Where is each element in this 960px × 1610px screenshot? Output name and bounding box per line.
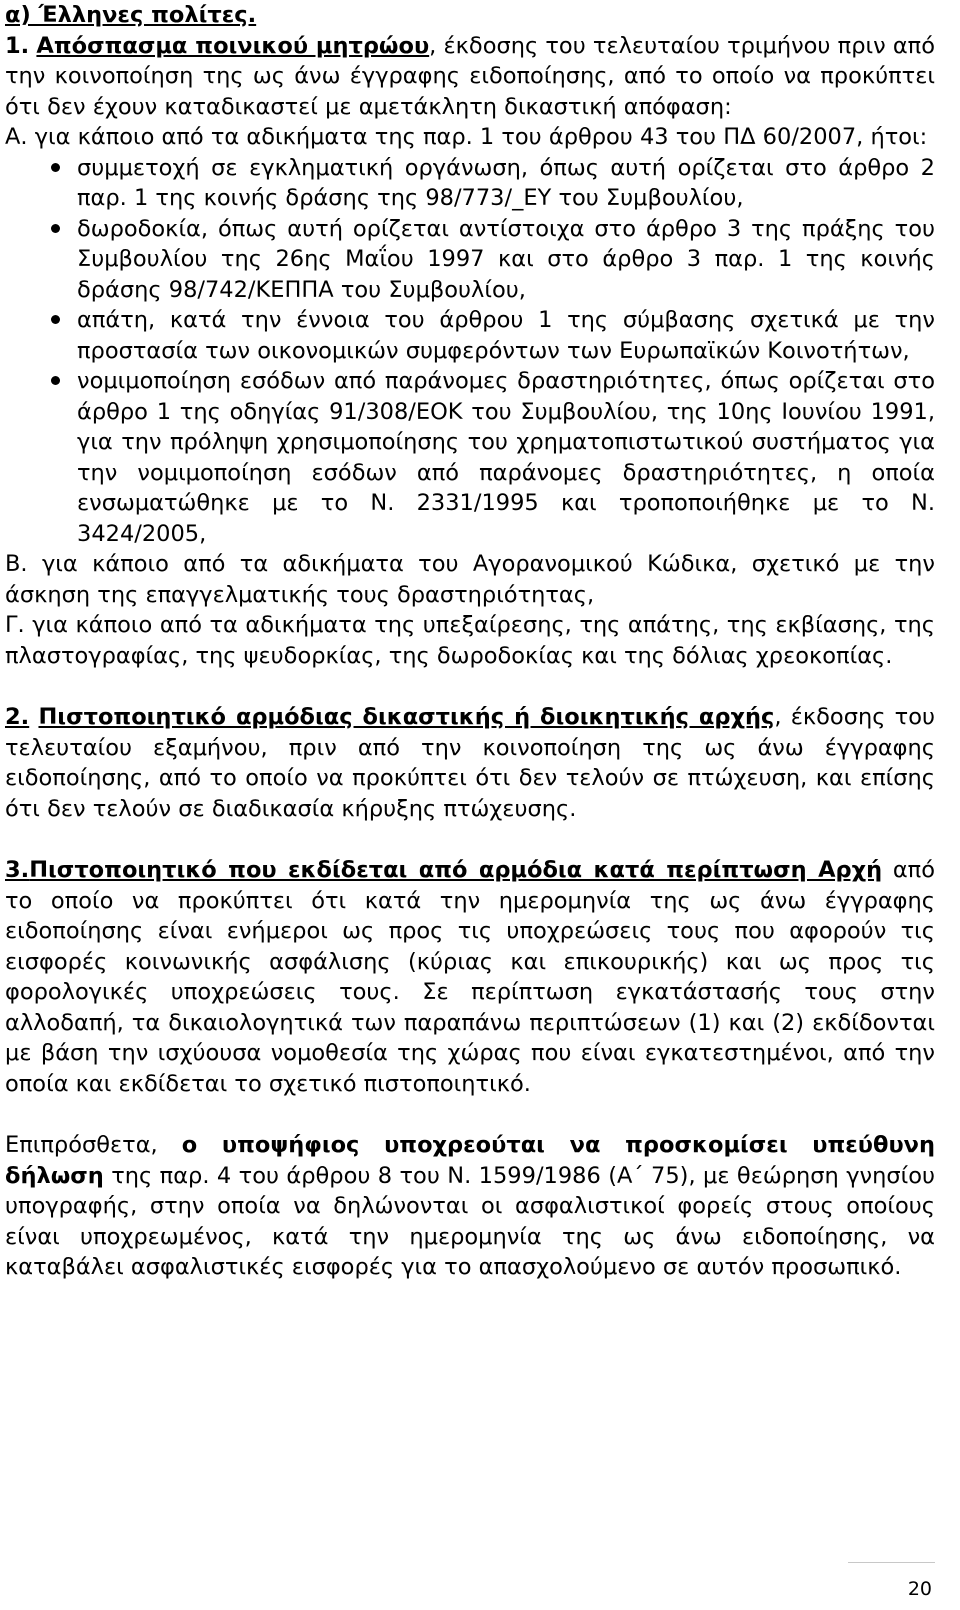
section-title: α) Έλληνες πολίτες.	[5, 2, 257, 28]
item-1-title: Απόσπασμα ποινικού μητρώου	[36, 32, 430, 59]
list-item: νομιμοποίηση εσόδων από παράνομες δραστηριότητες, όπως ορίζεται στο άρθρο 1 της οδηγίας 91/308/ΕΟΚ του Συμβουλίου, της 10ης Ιουνίου 1991, για την πρόληψη χρησιμοποίησης του χρηματοπιστωτικού συστήματος για την νομιμοποίηση εσόδων από παράνομες δραστηριότητες, η οποία ενσωματώθηκε με το Ν. 2331/1995 και τροποποιήθηκε με το Ν. 3424/2005,	[5, 366, 935, 549]
document-page	[5, 0, 935, 1283]
spacer	[5, 1099, 935, 1130]
page-number: 20	[907, 1578, 932, 1600]
spacer	[5, 671, 935, 702]
list-item: δωροδοκία, όπως αυτή ορίζεται αντίστοιχα στο άρθρο 3 της πράξης του Συμβουλίου της 26ης Μαΐου 1997 και στο άρθρο 3 παρ. 1 της κοινής δράσης 98/742/ΚΕΠΠΑ του Συμβουλίου,	[5, 214, 935, 306]
item-1	[5, 31, 935, 123]
item-2-number: 2.	[5, 704, 30, 730]
bullet-icon	[51, 163, 60, 172]
item-2-text: , έκδοσης του τελευταίου εξαμήνου, πριν από την κοινοποίηση της ως άνω έγγραφης ειδοποίησης, από το οποίο να προκύπτει ότι δεν τελούν σε πτώχευση, και επίσης ότι δεν τελούν σε διαδικασία κήρυξης πτώχευσης.	[5, 704, 936, 822]
item-1-text: , έκδοσης του τελευταίου τριμήνου πριν από την κοινοποίηση της ως άνω έγγραφης ειδοποίησης, από το οποίο να προκύπτει ότι δεν έχουν καταδικαστεί με αμετάκλητη δικαστική απόφαση:	[5, 32, 935, 120]
item-3-title: Πιστοποιητικό που εκδίδεται από αρμόδια κατά περίπτωση Αρχή	[29, 857, 883, 883]
item-2	[5, 702, 935, 824]
list-item: απάτη, κατά την έννοια του άρθρου 1 της σύμβασης σχετικά με την προστασία των οικονομικών συμφερόντων των Ευρωπαϊκών Κοινοτήτων,	[5, 305, 935, 366]
spacer	[5, 824, 935, 855]
offense-bullet-list	[5, 153, 935, 550]
item-1-subsection-b: Β. για κάποιο από τα αδικήματα του Αγορανομικού Κώδικα, σχετικό με την άσκηση της επαγγελματικής τους δραστηριότητας,	[5, 551, 935, 608]
item-2-title: Πιστοποιητικό αρμόδιας δικαστικής ή διοικητικής αρχής	[38, 704, 775, 730]
page-number-rule	[848, 1562, 935, 1563]
item-1-subsection-a: Α. για κάποιο από τα αδικήματα της παρ. 1 του άρθρου 43 του ΠΔ 60/2007, ήτοι:	[5, 124, 928, 150]
closing-paragraph: Επιπρόσθετα, ο υποψήφιος υποχρεούται να προσκομίσει υπεύθυνη δήλωση της παρ. 4 του άρθρου 8 του Ν. 1599/1986 (Α΄ 75), με θεώρηση γνησίου υπογραφής, στην οποία να δηλώνονται οι ασφαλιστικοί φορείς στους οποίους είναι υποχρεωμένος, κατά την ημερομηνία της ως άνω ειδοποίησης, να καταβάλει ασφαλιστικές εισφορές για το απασχολούμενο σε αυτόν προσωπικό.	[5, 1132, 935, 1280]
bullet-icon	[51, 224, 60, 233]
bullet-icon	[51, 376, 60, 385]
list-item: συμμετοχή σε εγκληματική οργάνωση, όπως αυτή ορίζεται στο άρθρο 2 παρ. 1 της κοινής δράσης της 98/773/_ΕΥ του Συμβουλίου,	[5, 153, 935, 214]
item-1-number: 1.	[5, 32, 30, 59]
item-3-number: 3.	[5, 857, 30, 883]
bullet-icon	[51, 315, 60, 324]
closing-emphasis: ο υποψήφιος υποχρεούται να προσκομίσει υπεύθυνη δήλωση	[5, 1132, 935, 1189]
item-3	[5, 855, 935, 1099]
item-1-subsection-c: Γ. για κάποιο από τα αδικήματα της υπεξαίρεσης, της απάτης, της εκβίασης, της πλαστογραφίας, της ψευδορκίας, της δωροδοκίας και της δόλιας χρεοκοπίας.	[5, 612, 935, 669]
item-3-text: από το οποίο να προκύπτει ότι κατά την ημερομηνία της ως άνω έγγραφης ειδοποίησης είναι ενήμεροι ως προς τις υποχρεώσεις τους που αφορούν τις εισφορές κοινωνικής ασφάλισης (κύριας και επικουρικής) και ως προς τις φορολογικές υποχρεώσεις τους. Σε περίπτωση εγκατάστασής τους στην αλλοδαπή, τα δικαιολογητικά των παραπάνω περιπτώσεων (1) και (2) εκδίδονται με βάση την ισχύουσα νομοθεσία της χώρας που είναι εγκατεστημένοι, από την οποία και εκδίδεται το σχετικό πιστοποιητικό.	[5, 857, 935, 1097]
